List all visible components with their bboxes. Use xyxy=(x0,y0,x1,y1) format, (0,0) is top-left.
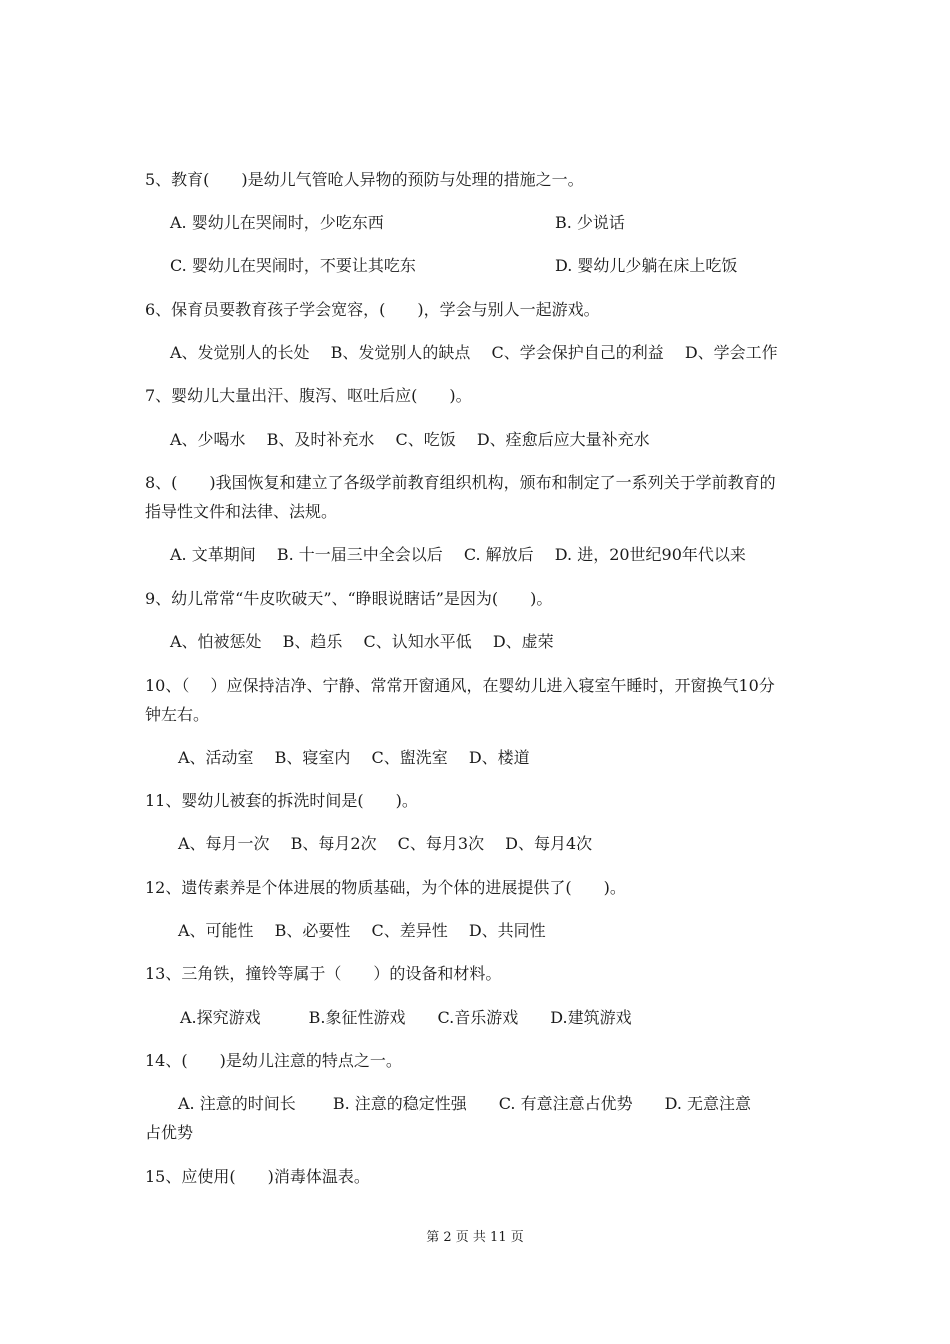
q13-options: A.探究游戏 B.象征性游戏 C.音乐游戏 D.建筑游戏 xyxy=(180,1008,632,1027)
q5-option-c: C. 婴幼儿在哭闹时，不要让其吃东 xyxy=(170,256,416,275)
q5-option-b: B. 少说话 xyxy=(555,213,625,232)
q7-options: A、少喝水 B、及时补充水 C、吃饭 D、痊愈后应大量补充水 xyxy=(170,430,650,449)
question-10-cont: 钟左右。 xyxy=(145,705,210,724)
question-6: 6、保育员要教育孩子学会宽容，( )，学会与别人一起游戏。 xyxy=(145,300,600,319)
question-7: 7、婴幼儿大量出汗、腹泻、呕吐后应( )。 xyxy=(145,386,472,405)
q9-options: A、怕被惩处 B、趋乐 C、认知水平低 D、虚荣 xyxy=(170,632,554,651)
q14-options-cont: 占优势 xyxy=(145,1123,194,1142)
page-number-footer: 第 2 页 共 11 页 xyxy=(426,1230,524,1245)
q10-options: A、活动室 B、寝室内 C、盥洗室 D、楼道 xyxy=(178,748,530,767)
question-12: 12、遗传素养是个体进展的物质基础，为个体的进展提供了( )。 xyxy=(145,878,626,897)
question-14: 14、( )是幼儿注意的特点之一。 xyxy=(145,1051,402,1070)
question-8-cont: 指导性文件和法律、法规。 xyxy=(145,502,338,521)
q8-options: A. 文革期间 B. 十一届三中全会以后 C. 解放后 D. 进，20世纪90年代以来 xyxy=(170,545,746,564)
q12-options: A、可能性 B、必要性 C、差异性 D、共同性 xyxy=(178,921,546,940)
question-5: 5、教育( )是幼儿气管呛人异物的预防与处理的措施之一。 xyxy=(145,170,584,189)
q5-option-d: D. 婴幼儿少躺在床上吃饭 xyxy=(555,256,738,275)
question-8: 8、( )我国恢复和建立了各级学前教育组织机构，颁布和制定了一系列关于学前教育的 xyxy=(145,473,776,492)
q6-options: A、发觉别人的长处 B、发觉别人的缺点 C、学会保护自己的利益 D、学会工作 xyxy=(170,343,778,362)
question-11: 11、婴幼儿被套的拆洗时间是( )。 xyxy=(145,791,418,810)
question-15: 15、应使用( )消毒体温表。 xyxy=(145,1167,370,1186)
q14-options: A. 注意的时间长 B. 注意的稳定性强 C. 有意注意占优势 D. 无意注意 xyxy=(178,1094,752,1113)
question-13: 13、三角铁，撞铃等属于（ ）的设备和材料。 xyxy=(145,964,502,983)
q11-options: A、每月一次 B、每月2次 C、每月3次 D、每月4次 xyxy=(178,834,593,853)
question-9: 9、幼儿常常“牛皮吹破天”、“睁眼说瞎话”是因为( )。 xyxy=(145,589,553,608)
q5-option-a: A. 婴幼儿在哭闹时，少吃东西 xyxy=(170,213,384,232)
question-10: 10、（ ）应保持洁净、宁静、常常开窗通风，在婴幼儿进入寝室午睡时，开窗换气10分 xyxy=(145,676,775,695)
